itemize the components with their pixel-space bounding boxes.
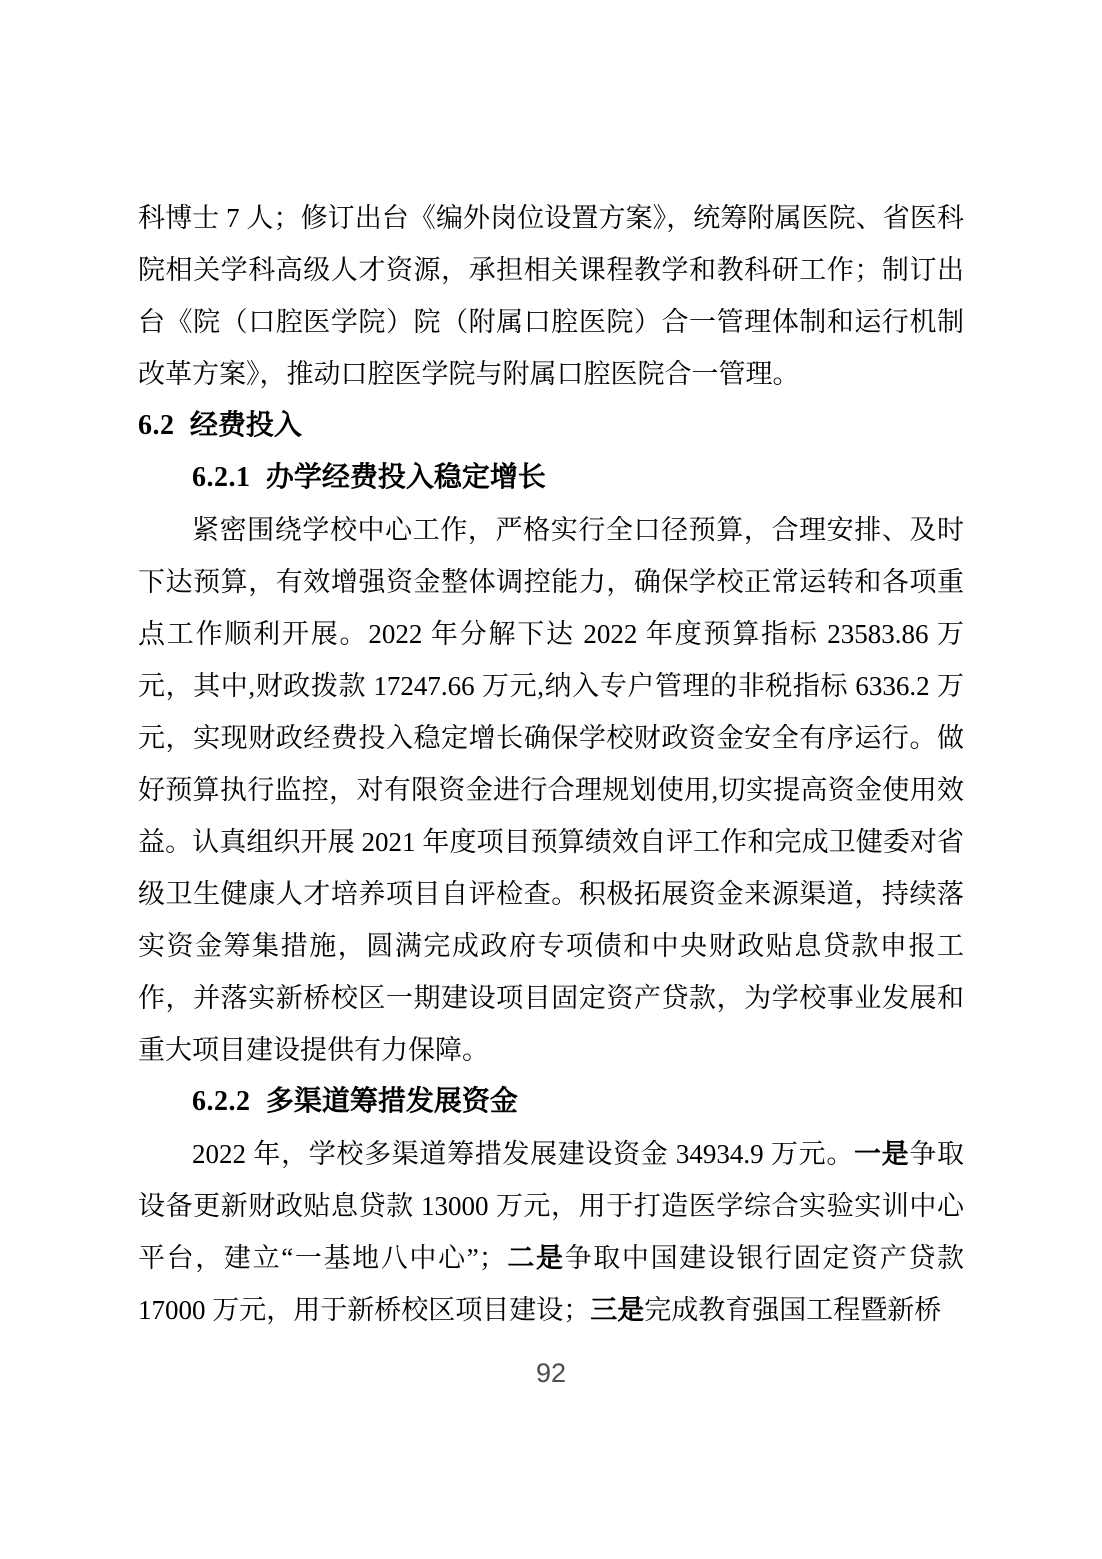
subsection-number: 6.2.2 — [192, 1086, 251, 1117]
paragraph-continuation: 科博士 7 人；修订出台《编外岗位设置方案》，统筹附属医院、省医科院相关学科高级人才资源，承担相关课程教学和教科研工作；制订出台《院（口腔医学院）院（附属口腔医院）合一管理体制和运行机制改革方案》，推动口腔医学院与附属口腔医院合一管理。 — [138, 203, 964, 389]
paragraph-fund-raising — [138, 1128, 964, 1336]
paragraph-funding-growth: 紧密围绕学校中心工作，严格实行全口径预算，合理安排、及时下达预算，有效增强资金整体调控能力，确保学校正常运转和各项重点工作顺利开展。2022 年分解下达 2022 年度预算指标 23583.86 万元，其中,财政拨款 17247.66 万元,纳入专户管理的非税指标 6336.2 万元，实现财政经费投入稳定增长确保学校财政资金安全有序运行。做好预算执行监控，对有限资金进行合理规划使用,切实提高资金使用效益。认真组织开展 2021 年度项目预算绩效自评工作和完成卫健委对省级卫生健康人才培养项目自评检查。积极拓展资金来源渠道，持续落实资金筹集措施，圆满完成政府专项债和中央财政贴息贷款申报工作，并落实新桥校区一期建设项目固定资产贷款，为学校事业发展和重大项目建设提供有力保障。 — [138, 515, 964, 1065]
bold-marker-first: 一是 — [854, 1139, 910, 1169]
subsection-title: 办学经费投入稳定增长 — [265, 462, 546, 493]
bold-marker-second: 二是 — [505, 1243, 565, 1273]
subsection-number: 6.2.1 — [192, 462, 251, 493]
subsection-heading-6-2-2 — [138, 1076, 964, 1128]
text-segment: 争取中国建设银行固定资产贷款 17000 万元，用于新桥校区项目建设； — [138, 1243, 965, 1325]
page-number: 92 — [535, 1358, 567, 1388]
text-segment: 完成教育强国工程暨新桥 — [644, 1295, 942, 1325]
section-heading-6-2 — [138, 400, 964, 452]
subsection-heading-6-2-1 — [138, 452, 964, 504]
text-segment: 2022 年，学校多渠道筹措发展建设资金 34934.9 万元。 — [192, 1139, 854, 1169]
text-segment: 争取设备更新财政贴息贷款 13000 万元，用于打造医学综合实验实训中心平台，建立“一基地八中心”； — [138, 1139, 965, 1273]
page-content — [138, 192, 964, 1336]
subsection-title: 多渠道筹措发展资金 — [265, 1086, 518, 1117]
section-number: 6.2 — [138, 410, 175, 441]
section-title: 经费投入 — [189, 410, 302, 441]
bold-marker-third: 三是 — [590, 1295, 645, 1325]
